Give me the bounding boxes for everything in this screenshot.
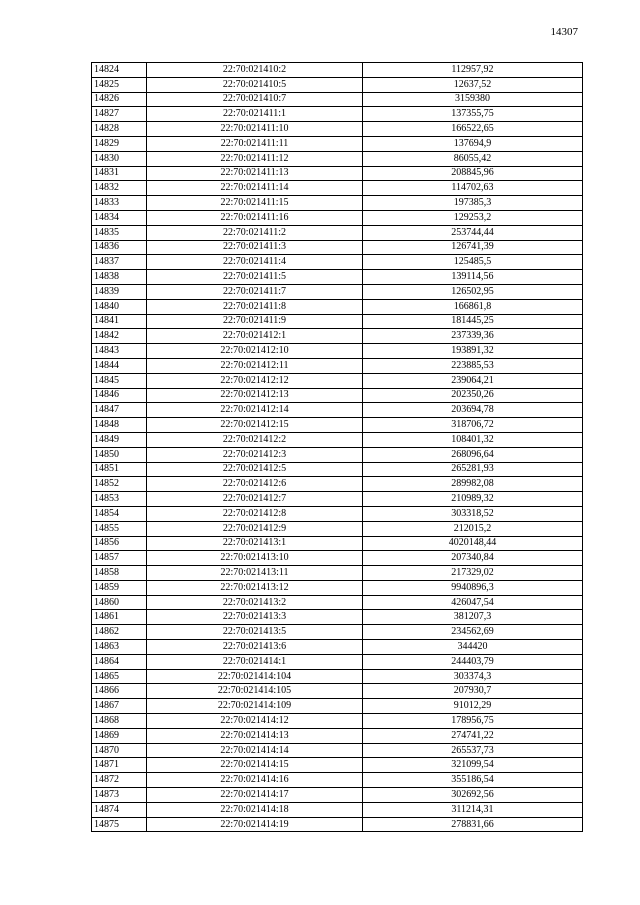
cadastral-number-cell: 22:70:021414:104 (147, 669, 363, 684)
cadastral-value-cell: 234562,69 (363, 625, 583, 640)
cadastral-number-cell: 22:70:021413:12 (147, 580, 363, 595)
row-number-cell: 14857 (92, 551, 147, 566)
cadastral-number-cell: 22:70:021414:17 (147, 788, 363, 803)
row-number-cell: 14849 (92, 432, 147, 447)
cadastral-number-cell: 22:70:021412:3 (147, 447, 363, 462)
cadastral-value-cell: 166861,8 (363, 299, 583, 314)
cadastral-value-cell: 278831,66 (363, 817, 583, 832)
row-number-cell: 14845 (92, 373, 147, 388)
row-number-cell: 14872 (92, 773, 147, 788)
cadastral-value-cell: 237339,36 (363, 329, 583, 344)
table-row (92, 107, 583, 122)
cadastral-number-cell: 22:70:021411:9 (147, 314, 363, 329)
cadastral-value-cell: 129253,2 (363, 210, 583, 225)
cadastral-number-cell: 22:70:021411:7 (147, 284, 363, 299)
cadastral-number-cell: 22:70:021414:12 (147, 714, 363, 729)
cadastral-value-cell: 355186,54 (363, 773, 583, 788)
cadastral-value-cell: 244403,79 (363, 654, 583, 669)
cadastral-number-cell: 22:70:021413:10 (147, 551, 363, 566)
row-number-cell: 14867 (92, 699, 147, 714)
cadastral-value-cell: 12637,52 (363, 77, 583, 92)
table-row (92, 388, 583, 403)
table-row (92, 196, 583, 211)
cadastral-number-cell: 22:70:021414:18 (147, 802, 363, 817)
table-row (92, 610, 583, 625)
table-row (92, 181, 583, 196)
cadastral-value-cell: 321099,54 (363, 758, 583, 773)
cadastral-value-cell: 181445,25 (363, 314, 583, 329)
row-number-cell: 14830 (92, 151, 147, 166)
cadastral-number-cell: 22:70:021414:1 (147, 654, 363, 669)
table-row (92, 684, 583, 699)
table-row (92, 166, 583, 181)
cadastral-number-cell: 22:70:021411:10 (147, 122, 363, 137)
cadastral-number-cell: 22:70:021412:2 (147, 432, 363, 447)
cadastral-value-cell: 178956,75 (363, 714, 583, 729)
row-number-cell: 14826 (92, 92, 147, 107)
row-number-cell: 14864 (92, 654, 147, 669)
row-number-cell: 14844 (92, 358, 147, 373)
row-number-cell: 14856 (92, 536, 147, 551)
row-number-cell: 14836 (92, 240, 147, 255)
cadastral-number-cell: 22:70:021411:5 (147, 270, 363, 285)
row-number-cell: 14846 (92, 388, 147, 403)
cadastral-value-cell: 239064,21 (363, 373, 583, 388)
row-number-cell: 14829 (92, 136, 147, 151)
cadastral-number-cell: 22:70:021411:14 (147, 181, 363, 196)
table-row (92, 536, 583, 551)
cadastral-number-cell: 22:70:021414:15 (147, 758, 363, 773)
cadastral-value-cell: 203694,78 (363, 403, 583, 418)
row-number-cell: 14854 (92, 506, 147, 521)
table-row (92, 344, 583, 359)
row-number-cell: 14865 (92, 669, 147, 684)
row-number-cell: 14868 (92, 714, 147, 729)
cadastral-number-cell: 22:70:021413:3 (147, 610, 363, 625)
cadastral-value-cell: 208845,96 (363, 166, 583, 181)
cadastral-value-cell: 207340,84 (363, 551, 583, 566)
table-row (92, 802, 583, 817)
cadastral-number-cell: 22:70:021412:1 (147, 329, 363, 344)
table-row (92, 329, 583, 344)
row-number-cell: 14828 (92, 122, 147, 137)
table-row (92, 551, 583, 566)
cadastral-value-cell: 137355,75 (363, 107, 583, 122)
cadastral-value-cell: 311214,31 (363, 802, 583, 817)
row-number-cell: 14843 (92, 344, 147, 359)
cadastral-number-cell: 22:70:021411:15 (147, 196, 363, 211)
row-number-cell: 14871 (92, 758, 147, 773)
row-number-cell: 14851 (92, 462, 147, 477)
cadastral-value-cell: 197385,3 (363, 196, 583, 211)
cadastral-value-cell: 344420 (363, 640, 583, 655)
cadastral-value-cell: 193891,32 (363, 344, 583, 359)
row-number-cell: 14840 (92, 299, 147, 314)
row-number-cell: 14859 (92, 580, 147, 595)
cadastral-number-cell: 22:70:021412:8 (147, 506, 363, 521)
cadastral-value-cell: 268096,64 (363, 447, 583, 462)
cadastral-value-cell: 274741,22 (363, 728, 583, 743)
cadastral-number-cell: 22:70:021410:5 (147, 77, 363, 92)
table-row (92, 654, 583, 669)
cadastral-value-cell: 91012,29 (363, 699, 583, 714)
cadastral-value-cell: 426047,54 (363, 595, 583, 610)
page-number: 14307 (550, 26, 578, 38)
cadastral-value-cell: 223885,53 (363, 358, 583, 373)
cadastral-number-cell: 22:70:021411:2 (147, 225, 363, 240)
cadastral-value-cell: 9940896,3 (363, 580, 583, 595)
cadastral-value-cell: 86055,42 (363, 151, 583, 166)
table-row (92, 595, 583, 610)
cadastral-number-cell: 22:70:021413:2 (147, 595, 363, 610)
cadastral-value-cell: 212015,2 (363, 521, 583, 536)
table-row (92, 447, 583, 462)
cadastral-number-cell: 22:70:021412:12 (147, 373, 363, 388)
row-number-cell: 14852 (92, 477, 147, 492)
cadastral-value-cell: 166522,65 (363, 122, 583, 137)
row-number-cell: 14842 (92, 329, 147, 344)
table-row (92, 210, 583, 225)
cadastral-value-cell: 202350,26 (363, 388, 583, 403)
table-row (92, 492, 583, 507)
row-number-cell: 14863 (92, 640, 147, 655)
row-number-cell: 14835 (92, 225, 147, 240)
cadastral-value-cell: 253744,44 (363, 225, 583, 240)
row-number-cell: 14869 (92, 728, 147, 743)
table-row (92, 418, 583, 433)
cadastral-number-cell: 22:70:021413:11 (147, 566, 363, 581)
table-row (92, 625, 583, 640)
row-number-cell: 14832 (92, 181, 147, 196)
table-row (92, 255, 583, 270)
row-number-cell: 14870 (92, 743, 147, 758)
row-number-cell: 14833 (92, 196, 147, 211)
cadastral-number-cell: 22:70:021414:16 (147, 773, 363, 788)
cadastral-number-cell: 22:70:021413:5 (147, 625, 363, 640)
cadastral-number-cell: 22:70:021414:13 (147, 728, 363, 743)
cadastral-number-cell: 22:70:021412:5 (147, 462, 363, 477)
row-number-cell: 14874 (92, 802, 147, 817)
cadastral-number-cell: 22:70:021410:7 (147, 92, 363, 107)
cadastral-number-cell: 22:70:021413:1 (147, 536, 363, 551)
table-row (92, 136, 583, 151)
cadastral-number-cell: 22:70:021411:13 (147, 166, 363, 181)
table-row (92, 373, 583, 388)
cadastral-value-cell: 114702,63 (363, 181, 583, 196)
cadastral-number-cell: 22:70:021412:15 (147, 418, 363, 433)
table-row (92, 299, 583, 314)
row-number-cell: 14873 (92, 788, 147, 803)
row-number-cell: 14825 (92, 77, 147, 92)
cadastral-number-cell: 22:70:021413:6 (147, 640, 363, 655)
cadastral-number-cell: 22:70:021412:7 (147, 492, 363, 507)
cadastral-value-cell: 303374,3 (363, 669, 583, 684)
cadastral-value-table (91, 62, 583, 832)
table-body (92, 63, 583, 832)
row-number-cell: 14837 (92, 255, 147, 270)
table-row (92, 358, 583, 373)
row-number-cell: 14834 (92, 210, 147, 225)
cadastral-number-cell: 22:70:021412:14 (147, 403, 363, 418)
table-row (92, 817, 583, 832)
table-row (92, 743, 583, 758)
row-number-cell: 14858 (92, 566, 147, 581)
row-number-cell: 14831 (92, 166, 147, 181)
table-row (92, 432, 583, 447)
table-row (92, 669, 583, 684)
cadastral-value-cell: 108401,32 (363, 432, 583, 447)
table-row (92, 714, 583, 729)
cadastral-value-cell: 381207,3 (363, 610, 583, 625)
table-row (92, 477, 583, 492)
cadastral-value-cell: 3159380 (363, 92, 583, 107)
row-number-cell: 14824 (92, 63, 147, 78)
cadastral-value-cell: 210989,32 (363, 492, 583, 507)
cadastral-value-cell: 112957,92 (363, 63, 583, 78)
cadastral-number-cell: 22:70:021414:109 (147, 699, 363, 714)
row-number-cell: 14839 (92, 284, 147, 299)
row-number-cell: 14850 (92, 447, 147, 462)
row-number-cell: 14866 (92, 684, 147, 699)
row-number-cell: 14841 (92, 314, 147, 329)
cadastral-number-cell: 22:70:021411:12 (147, 151, 363, 166)
cadastral-value-cell: 318706,72 (363, 418, 583, 433)
cadastral-number-cell: 22:70:021411:11 (147, 136, 363, 151)
cadastral-number-cell: 22:70:021412:11 (147, 358, 363, 373)
cadastral-number-cell: 22:70:021411:8 (147, 299, 363, 314)
cadastral-value-cell: 265537,73 (363, 743, 583, 758)
table-row (92, 314, 583, 329)
cadastral-value-cell: 4020148,44 (363, 536, 583, 551)
table-row (92, 521, 583, 536)
cadastral-number-cell: 22:70:021412:10 (147, 344, 363, 359)
row-number-cell: 14855 (92, 521, 147, 536)
cadastral-number-cell: 22:70:021412:13 (147, 388, 363, 403)
row-number-cell: 14838 (92, 270, 147, 285)
table-row (92, 728, 583, 743)
table-row (92, 63, 583, 78)
table-row (92, 240, 583, 255)
row-number-cell: 14853 (92, 492, 147, 507)
table-row (92, 580, 583, 595)
row-number-cell: 14827 (92, 107, 147, 122)
table-row (92, 462, 583, 477)
table-row (92, 403, 583, 418)
table-row (92, 640, 583, 655)
cadastral-value-cell: 125485,5 (363, 255, 583, 270)
cadastral-number-cell: 22:70:021414:19 (147, 817, 363, 832)
table-row (92, 92, 583, 107)
row-number-cell: 14848 (92, 418, 147, 433)
table-row (92, 566, 583, 581)
table-row (92, 270, 583, 285)
cadastral-value-cell: 302692,56 (363, 788, 583, 803)
cadastral-value-cell: 137694,9 (363, 136, 583, 151)
row-number-cell: 14862 (92, 625, 147, 640)
table-row (92, 77, 583, 92)
table-row (92, 122, 583, 137)
cadastral-number-cell: 22:70:021411:4 (147, 255, 363, 270)
cadastral-number-cell: 22:70:021410:2 (147, 63, 363, 78)
cadastral-value-cell: 303318,52 (363, 506, 583, 521)
cadastral-value-cell: 126741,39 (363, 240, 583, 255)
table-row (92, 758, 583, 773)
cadastral-value-cell: 289982,08 (363, 477, 583, 492)
cadastral-value-cell: 126502,95 (363, 284, 583, 299)
cadastral-number-cell: 22:70:021414:14 (147, 743, 363, 758)
table-row (92, 151, 583, 166)
cadastral-number-cell: 22:70:021411:3 (147, 240, 363, 255)
table-row (92, 284, 583, 299)
table-row (92, 699, 583, 714)
row-number-cell: 14860 (92, 595, 147, 610)
cadastral-number-cell: 22:70:021411:1 (147, 107, 363, 122)
cadastral-value-cell: 217329,02 (363, 566, 583, 581)
cadastral-number-cell: 22:70:021414:105 (147, 684, 363, 699)
table-row (92, 506, 583, 521)
cadastral-value-cell: 265281,93 (363, 462, 583, 477)
cadastral-value-cell: 207930,7 (363, 684, 583, 699)
cadastral-number-cell: 22:70:021412:9 (147, 521, 363, 536)
row-number-cell: 14875 (92, 817, 147, 832)
cadastral-value-cell: 139114,56 (363, 270, 583, 285)
row-number-cell: 14861 (92, 610, 147, 625)
row-number-cell: 14847 (92, 403, 147, 418)
cadastral-number-cell: 22:70:021412:6 (147, 477, 363, 492)
table-row (92, 788, 583, 803)
cadastral-number-cell: 22:70:021411:16 (147, 210, 363, 225)
table-row (92, 225, 583, 240)
table-row (92, 773, 583, 788)
